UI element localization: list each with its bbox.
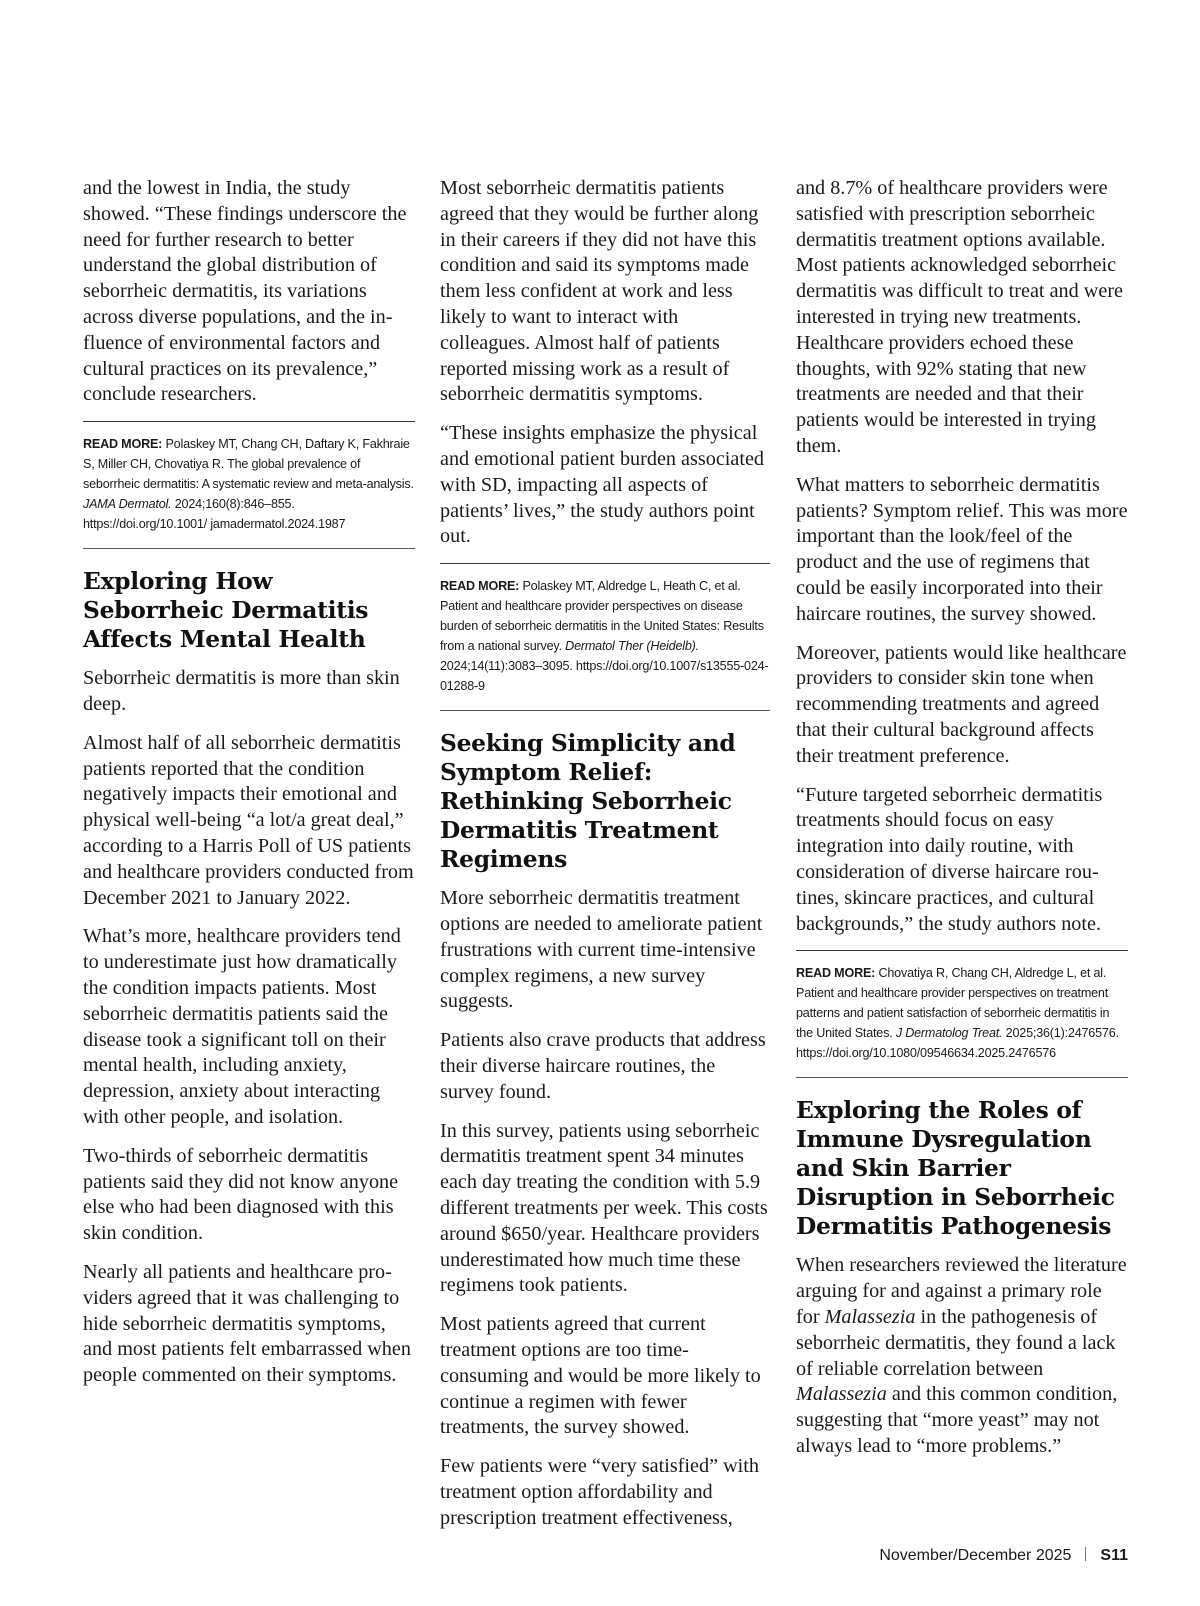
divider bbox=[440, 710, 770, 711]
footer-separator bbox=[1085, 1547, 1086, 1561]
text-run: in the pathogenesis of seborrheic dermatitis, they found a lack of reliable correlation between bbox=[796, 1305, 1116, 1380]
paragraph: In this survey, patients using seborrheic dermatitis treatment spent 34 minutes each day treating the condition with 5.9 different treatments per week. This costs around $650/year. Healthcare providers underestimated how much time these regimens took patients. bbox=[440, 1119, 768, 1297]
section-heading: Exploring the Roles of Immune Dysregulation and Skin Barrier Disruption in Seborrheic Dermatitis Pathogenesis bbox=[796, 1096, 1115, 1241]
paragraph: Moreover, patients would like healthcare providers to consider skin tone when recommending treatments and agreed that their cultural background affects their treatment preference. bbox=[796, 641, 1127, 767]
read-more-label: READ MORE: bbox=[440, 579, 520, 594]
citation-doi: 2024;14(11):3083–3095. https://doi.org/10.1007/s13555-024-01288-9 bbox=[440, 659, 769, 694]
paragraph: Seborrheic dermatitis is more than skin deep. bbox=[83, 667, 400, 715]
page-footer bbox=[0, 1547, 1128, 1565]
column-2 bbox=[440, 176, 770, 1544]
italic-term: Malassezia bbox=[796, 1383, 887, 1406]
text-run: and this common condition, suggesting that “more yeast” may not always lead to “more problems.” bbox=[796, 1383, 1118, 1457]
paragraph: “These insights emphasize the physical and emotional patient burden associated with SD, impacting all aspects of patients’ lives,” the study authors point out. bbox=[440, 422, 765, 548]
citation-text: Polaskey MT, Chang CH, Daftary K, Fakhraie S, Miller CH, Chovatiya R. The global prevalence of seborrheic dermatitis: A systematic review and meta-analysis. bbox=[83, 437, 414, 492]
italic-term: Malassezia bbox=[824, 1305, 916, 1328]
section-heading: Seeking Simplicity and Symptom Relief: Rethinking Seborrheic Dermatitis Treatment Regimens bbox=[440, 729, 736, 874]
paragraph: Most patients agreed that current treatment options are too time-consuming and would be more likely to continue a regimen with fewer treatments, the survey showed. bbox=[440, 1313, 761, 1439]
citation-text: Polaskey MT, Aldredge L, Heath C, et al. Patient and healthcare provider perspectives on disease burden of seborrheic dermatitis in the United States: Results from a national survey. bbox=[440, 579, 764, 654]
divider bbox=[440, 563, 770, 564]
paragraph: Patients also crave products that address their diverse haircare routines, the survey found. bbox=[440, 1029, 766, 1103]
citation-text: Chovatiya R, Chang CH, Aldredge L, et al. Patient and healthcare provider perspectives on treatment patterns and patient satisfaction of seborrheic dermatitis in the United States. bbox=[796, 966, 1110, 1041]
paragraph: Few patients were “very satisfied” with treatment option affordability and prescription treatment effectiveness, bbox=[440, 1455, 759, 1529]
divider bbox=[83, 548, 415, 549]
divider bbox=[83, 421, 415, 422]
paragraph: “Future targeted seborrheic dermatitis treatments should focus on easy integration into daily routine, with consideration of diverse haircare routines, skincare practices, and cultural backgrounds,” the study authors note. bbox=[796, 783, 1103, 935]
issue-date: November/December 2025 bbox=[879, 1547, 1072, 1564]
paragraph bbox=[796, 1253, 1128, 1459]
citation-journal: Dermatol Ther (Heidelb). bbox=[565, 639, 699, 654]
read-more-citation bbox=[440, 576, 770, 696]
citation-doi: 2025;36(1):2476576. https://doi.org/10.1080/09546634.2025.2476576 bbox=[796, 1026, 1119, 1061]
read-more-citation bbox=[796, 963, 1128, 1063]
read-more-label: READ MORE: bbox=[83, 437, 163, 452]
paragraph: Most seborrheic dermatitis patients agreed that they would be further along in their careers if they did not have this condition and said its symptoms made them less confident at work and less likely to want to interact with colleagues. Almost half of patients reported missing work as a result of seborrheic dermatitis symptoms. bbox=[440, 177, 759, 406]
paragraph: More seborrheic dermatitis treatment options are needed to ameliorate patient frustrations with current time-intensive complex regimens, a new survey suggests. bbox=[440, 887, 763, 1013]
column-1 bbox=[83, 176, 415, 1402]
section-heading: Exploring How Seborrheic Dermatitis Affects Mental Health bbox=[83, 567, 369, 654]
divider bbox=[796, 1077, 1128, 1078]
paragraph: Nearly all patients and healthcare providers agreed that it was challenging to hide seborrheic dermatitis symptoms, and most patients felt embarrassed when people commented on their symptoms. bbox=[83, 1260, 411, 1387]
paragraph: and the lowest in India, the study showed. “These findings underscore the need for further research to better understand the global distribution of seborrheic dermatitis, its variations across diverse populations, and the influence of environmental factors and cultural practices on its prevalence,” conclude researchers. bbox=[83, 177, 407, 406]
citation-journal: J Dermatolog Treat. bbox=[895, 1026, 1003, 1041]
citation-journal: JAMA Dermatol. bbox=[83, 497, 172, 512]
paragraph: What matters to seborrheic dermatitis patients? Symptom relief. This was more important than the look/feel of the product and the use of regimens that could be easily incorporated into their haircare routines, the survey showed. bbox=[796, 473, 1128, 625]
read-more-citation bbox=[83, 434, 415, 534]
divider bbox=[796, 950, 1128, 951]
paragraph: What’s more, healthcare providers tend to underestimate just how dramatically the condition impacts patients. Most seborrheic dermatitis patients said the disease took a significant toll on their mental health, including anxiety, depression, anxiety about interacting with other people, and isolation. bbox=[83, 925, 401, 1128]
column-3 bbox=[796, 176, 1128, 1473]
paragraph: Almost half of all seborrheic dermatitis patients reported that the condition negatively impacts their emotional and physical well-being “a lot/a great deal,” according to a Harris Poll of US patients and healthcare providers conducted from December 2021 to January 2022. bbox=[83, 731, 414, 909]
read-more-label: READ MORE: bbox=[796, 966, 876, 981]
citation-doi: 2024;160(8):846–855. https://doi.org/10.1001/ jamadermatol.2024.1987 bbox=[83, 497, 346, 532]
paragraph: and 8.7% of healthcare providers were satisfied with prescription seborrheic dermatitis treatment options available. Most patients acknowledged seborrheic dermatitis was difficult to treat and were interested in trying new treatments. Healthcare providers echoed these thoughts, with 92% stating that new treatments are needed and that their patients would be interested in trying them. bbox=[796, 177, 1124, 457]
text-run: When researchers reviewed the literature arguing for and against a primary role for bbox=[796, 1254, 1127, 1328]
paragraph: Two-thirds of seborrheic dermatitis patients said they did not know anyone else who had been diagnosed with this skin condition. bbox=[83, 1144, 399, 1245]
page-number: S11 bbox=[1100, 1547, 1128, 1564]
